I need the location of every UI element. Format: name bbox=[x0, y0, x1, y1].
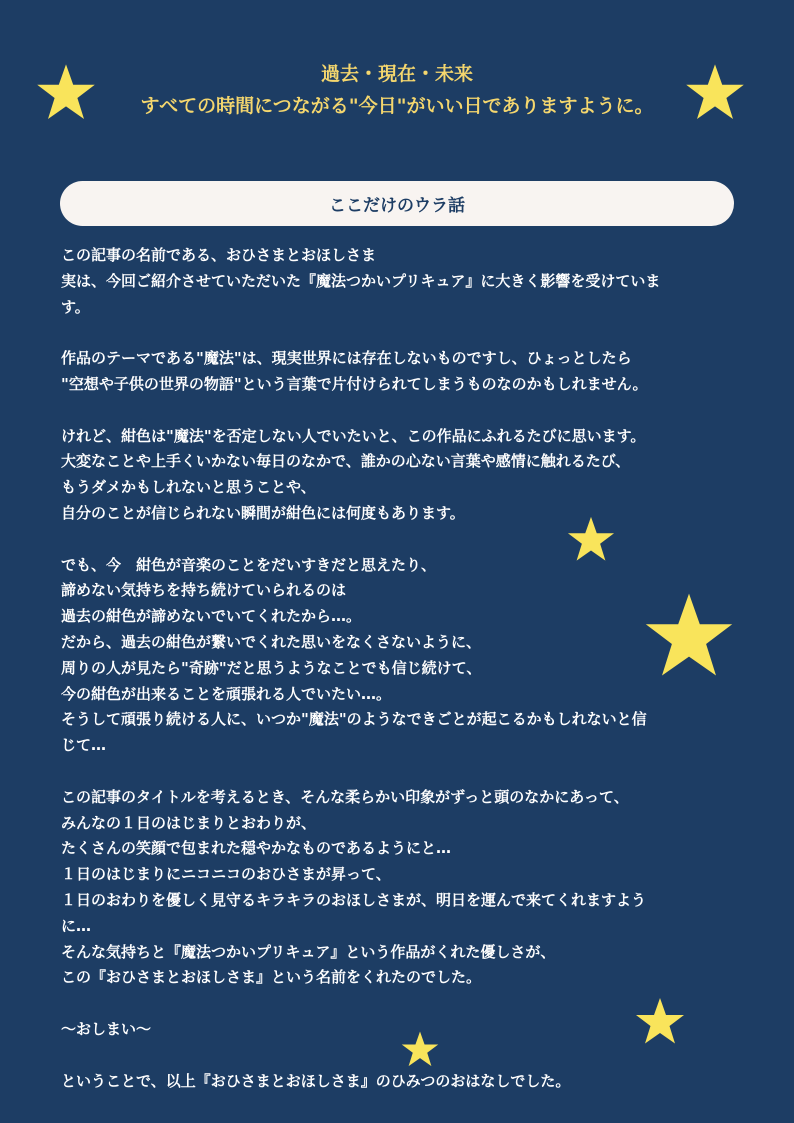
text-line: みんなの１日のはじまりとおわりが、 bbox=[61, 813, 317, 832]
text-line: じて… bbox=[61, 736, 107, 755]
text-line: 今の紺色が出来ることを頑張れる人でいたい…。 bbox=[61, 684, 392, 703]
paragraph-gap bbox=[61, 320, 751, 346]
text-line: 自分のことが信じられない瞬間が紺色には何度もあります。 bbox=[61, 503, 465, 522]
text-line: そうして頑張り続ける人に、いつか"魔法"のようなできごとが起こるかもしれないと信 bbox=[61, 710, 647, 729]
text-line: 諦めない気持ちを持ち続けていられるのは bbox=[61, 581, 347, 600]
text-line: 過去の紺色が諦めないでいてくれたから…。 bbox=[61, 607, 362, 626]
text-line: 周りの人が見たら"奇跡"だと思うようなことでも信じ続けて、 bbox=[61, 658, 482, 677]
text-line: 作品のテーマである"魔法"は、現実世界には存在しないものですし、ひょっとしたら bbox=[61, 349, 632, 368]
text-line: この『おひさまとおほしさま』という名前をくれたのでした。 bbox=[61, 968, 482, 987]
text-line: １日のはじまりにニコニコのおひさまが昇って、 bbox=[61, 865, 391, 884]
header-line-1: 過去・現在・未来 bbox=[320, 63, 473, 85]
paragraph bbox=[61, 1017, 751, 1043]
article-body bbox=[61, 243, 751, 1094]
paragraph-gap bbox=[61, 398, 751, 424]
text-line: に… bbox=[61, 916, 92, 935]
text-line: そんな気持ちと『魔法つかいプリキュア』という作品がくれた優しさが、 bbox=[61, 942, 556, 961]
paragraph-gap bbox=[61, 527, 751, 553]
paragraph bbox=[61, 243, 751, 320]
text-line: 大変なことや上手くいかない毎日のなかで、誰かの心ない言葉や感情に触れるたび、 bbox=[61, 452, 631, 471]
text-line: す。 bbox=[61, 297, 90, 316]
text-line: 〜おしまい〜 bbox=[61, 1019, 152, 1038]
page-header bbox=[0, 58, 794, 122]
text-line: １日のおわりを優しく見守るキラキラのおほしさまが、明日を運んで来てくれますよう bbox=[61, 890, 647, 909]
section-title: ここだけのウラ話 bbox=[329, 196, 465, 216]
text-line: この記事のタイトルを考えるとき、そんな柔らかい印象がずっと頭のなかにあって、 bbox=[61, 787, 629, 806]
header-line-2: すべての時間につながる"今日"がいい日でありますように。 bbox=[140, 95, 654, 117]
paragraph bbox=[61, 553, 751, 759]
paragraph-gap bbox=[61, 991, 751, 1017]
paragraph bbox=[61, 346, 751, 398]
text-line: 実は、今回ご紹介させていただいた『魔法つかいプリキュア』に大きく影響を受けていま bbox=[61, 271, 661, 290]
text-line: たくさんの笑顔で包まれた穏やかなものであるようにと… bbox=[61, 839, 452, 858]
paragraph bbox=[61, 424, 751, 527]
section-title-pill bbox=[60, 181, 734, 226]
text-line: けれど、紺色は"魔法"を否定しない人でいたいと、この作品にふれるたびに思います。 bbox=[61, 426, 646, 445]
text-line: この記事の名前である、おひさまとおほしさま bbox=[61, 246, 377, 264]
paragraph bbox=[61, 785, 751, 991]
paragraph-gap bbox=[61, 759, 751, 785]
paragraph bbox=[61, 1069, 751, 1095]
paragraph-gap bbox=[61, 1043, 751, 1069]
star-icon bbox=[35, 62, 97, 122]
text-line: だから、過去の紺色が繋いでくれた思いをなくさないように、 bbox=[61, 632, 482, 651]
text-line: "空想や子供の世界の物語"という言葉で片付けられてしまうものなのかもしれません。 bbox=[61, 374, 648, 393]
star-icon bbox=[684, 62, 746, 122]
text-line: でも、今 紺色が音楽のことをだいすきだと思えたり、 bbox=[61, 555, 437, 574]
text-line: ということで、以上『おひさまとおほしさま』のひみつのおはなしでした。 bbox=[61, 1071, 571, 1090]
text-line: もうダメかもしれないと思うことや、 bbox=[61, 478, 316, 497]
